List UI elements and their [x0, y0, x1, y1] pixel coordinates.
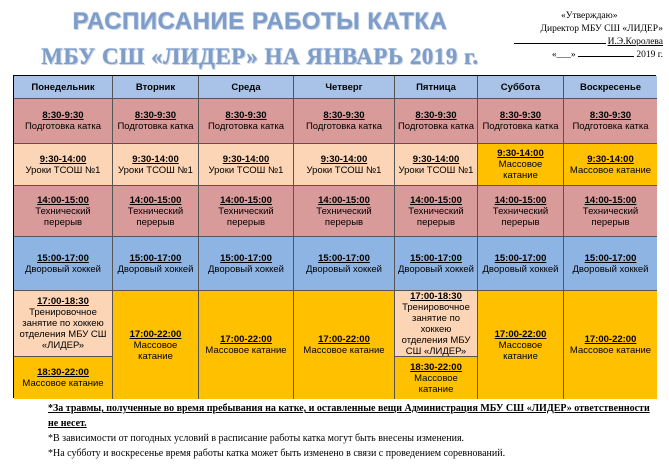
day-header-tuesday: Вторник	[113, 76, 199, 99]
slot-time: 15:00-17:00	[220, 252, 272, 264]
slot-mass-late-monday	[14, 357, 113, 399]
slot-label: Массовое катание	[303, 345, 385, 356]
slot-time: 8:30-9:30	[42, 110, 84, 121]
slot-hockey-saturday	[478, 237, 564, 291]
approval-block	[503, 10, 663, 62]
slot-label: Подготовка катка	[207, 121, 285, 132]
slot-break-wednesday	[199, 186, 294, 237]
slot-prep-wednesday	[199, 99, 294, 144]
slot-label: Технический перерыв	[218, 205, 274, 228]
slot-label: Уроки ТСОШ №1	[208, 164, 284, 176]
approval-position: Директор МБУ СШ «ЛИДЕР»	[540, 24, 663, 34]
slot-prep-saturday	[478, 99, 564, 144]
slot-time: 14:00-15:00	[220, 194, 272, 206]
slot-time: 9:30-14:00	[132, 153, 179, 165]
slot-label: Массовое катание	[205, 345, 287, 356]
slot-time: 17:00-18:30	[37, 296, 89, 307]
slot-label: Подготовка катка	[572, 121, 649, 132]
slot-time: 9:30-14:00	[39, 153, 87, 165]
slot-school-monday	[14, 144, 113, 186]
slot-time: 8:30-9:30	[225, 110, 267, 121]
slot-break-sunday	[564, 186, 657, 237]
slot-break-tuesday	[113, 186, 199, 237]
approval-date	[503, 49, 663, 62]
day-header-thursday: Четверг	[294, 76, 395, 99]
slot-time: 14:00-15:00	[129, 194, 182, 206]
slot-label: Дворовый хоккей	[398, 263, 474, 275]
slot-prep-thursday	[294, 99, 395, 144]
slot-time: 17:00-22:00	[494, 328, 547, 340]
day-header-saturday: Суббота	[478, 76, 564, 99]
slot-hockey-thursday	[294, 237, 395, 291]
approval-date-prefix: «___»	[551, 50, 576, 60]
slot-mass-morning-saturday	[478, 144, 564, 186]
slot-label: Дворовый хоккей	[25, 263, 101, 275]
slot-time: 18:30-22:00	[37, 367, 89, 378]
slot-time: 8:30-9:30	[589, 110, 632, 121]
slot-time: 14:00-15:00	[584, 194, 637, 206]
slot-time: 15:00-17:00	[129, 252, 182, 264]
approval-signature	[503, 36, 663, 49]
slot-school-tuesday	[113, 144, 199, 186]
slot-label: Тренировочное занятие по хоккею отделения МБУ СШ «ЛИДЕР»	[19, 307, 107, 351]
notes-block	[48, 401, 663, 461]
slot-break-friday	[395, 186, 478, 237]
slot-label: Технический перерыв	[35, 205, 91, 228]
slot-label: Подготовка катка	[24, 121, 102, 132]
slot-time: 8:30-9:30	[134, 110, 177, 121]
slot-label: Подготовка катка	[117, 121, 194, 132]
slot-label: Массовое катание	[414, 372, 458, 395]
slot-time: 8:30-9:30	[499, 110, 542, 121]
slot-time: 9:30-14:00	[497, 148, 544, 159]
slot-training-friday	[395, 291, 478, 357]
page-title-line2: МБУ СШ «ЛИДЕР» НА ЯНВАРЬ 2019 г.	[41, 44, 479, 69]
schedule-table	[13, 75, 656, 398]
slot-time: 9:30-14:00	[587, 153, 634, 165]
slot-label: Уроки ТСОШ №1	[306, 164, 382, 176]
note-weather: *В зависимости от погодных условий в расписание работы катка могут быть внесены изменения.	[48, 433, 465, 444]
slot-time: 15:00-17:00	[37, 252, 89, 264]
slot-hockey-wednesday	[199, 237, 294, 291]
slot-break-thursday	[294, 186, 395, 237]
slot-time: 17:00-22:00	[318, 334, 370, 345]
note-weekend: *На субботу и воскресенье время работы катка может быть изменено в связи с проведением соревнований.	[48, 448, 506, 459]
slot-mass-evening-saturday	[478, 291, 564, 399]
slot-time: 17:00-22:00	[220, 334, 272, 345]
slot-school-wednesday	[199, 144, 294, 186]
slot-label: Уроки ТСОШ №1	[25, 164, 101, 176]
slot-label: Технический перерыв	[492, 205, 549, 228]
slot-time: 8:30-9:30	[415, 110, 457, 121]
slot-label: Дворовый хоккей	[572, 263, 649, 275]
slot-prep-monday	[14, 99, 113, 144]
slot-time: 17:00-22:00	[129, 328, 182, 340]
approval-name: И.Э.Королева	[607, 37, 663, 47]
slot-time: 15:00-17:00	[318, 252, 370, 264]
slot-label: Массовое катание	[569, 164, 652, 176]
slot-hockey-monday	[14, 237, 113, 291]
slot-hockey-friday	[395, 237, 478, 291]
slot-mass-evening-tuesday	[113, 291, 199, 399]
slot-label: Технический перерыв	[408, 205, 464, 228]
slot-label: Технический перерыв	[316, 205, 372, 228]
slot-label: Дворовый хоккей	[208, 263, 284, 275]
slot-label: Массовое катание	[569, 345, 652, 356]
slot-school-thursday	[294, 144, 395, 186]
day-header-friday: Пятница	[395, 76, 478, 99]
slot-time: 14:00-15:00	[494, 194, 547, 206]
approval-year: 2019 г.	[636, 50, 663, 60]
note-liability: *За травмы, полученные во время пребывания на катке, и оставленные вещи Администрация МБУ СШ «ЛИДЕР» ответственности не несет.	[48, 403, 650, 429]
slot-label: Массовое катание	[498, 159, 543, 181]
page-title-line1: РАСПИСАНИЕ РАБОТЫ КАТКА	[72, 8, 448, 35]
slot-label: Уроки ТСОШ №1	[398, 164, 474, 176]
slot-time: 8:30-9:30	[323, 110, 365, 121]
day-header-monday: Понедельник	[14, 76, 113, 99]
slot-mass-morning-sunday	[564, 144, 657, 186]
slot-time: 17:00-22:00	[584, 334, 637, 345]
approval-heading: «Утверждаю»	[561, 11, 618, 21]
slot-prep-tuesday	[113, 99, 199, 144]
slot-label: Подготовка катка	[305, 121, 383, 132]
slot-time: 15:00-17:00	[494, 252, 547, 264]
slot-label: Тренировочное занятие по хоккею отделения МБУ СШ «ЛИДЕР»	[401, 301, 471, 357]
slot-time: 9:30-14:00	[412, 153, 460, 165]
slot-mass-evening-sunday	[564, 291, 657, 399]
slot-time: 15:00-17:00	[584, 252, 637, 264]
slot-time: 14:00-15:00	[318, 194, 370, 206]
slot-label: Технический перерыв	[127, 205, 184, 228]
slot-time: 9:30-14:00	[222, 153, 270, 165]
slot-mass-evening-thursday	[294, 291, 395, 399]
slot-time: 17:00-18:30	[410, 291, 462, 302]
slot-prep-sunday	[564, 99, 657, 144]
slot-label: Подготовка катка	[397, 121, 475, 132]
slot-hockey-sunday	[564, 237, 657, 291]
slot-label: Массовое катание	[22, 378, 104, 389]
slot-label: Массовое катание	[498, 339, 543, 362]
slot-break-monday	[14, 186, 113, 237]
slot-mass-evening-wednesday	[199, 291, 294, 399]
day-header-wednesday: Среда	[199, 76, 294, 99]
slot-label: Технический перерыв	[582, 205, 639, 228]
slot-label: Дворовый хоккей	[482, 263, 559, 275]
slot-school-friday	[395, 144, 478, 186]
slot-label: Уроки ТСОШ №1	[118, 164, 193, 176]
slot-hockey-tuesday	[113, 237, 199, 291]
slot-label: Подготовка катка	[482, 121, 559, 132]
slot-time: 15:00-17:00	[410, 252, 462, 264]
slot-mass-late-friday	[395, 357, 478, 399]
slot-break-saturday	[478, 186, 564, 237]
slot-time: 9:30-14:00	[320, 153, 368, 165]
slot-label: Дворовый хоккей	[306, 263, 382, 275]
slot-time: 14:00-15:00	[410, 194, 462, 206]
slot-label: Массовое катание	[133, 339, 178, 362]
slot-training-monday	[14, 291, 113, 357]
day-header-sunday: Воскресенье	[564, 76, 657, 99]
slot-time: 14:00-15:00	[37, 194, 89, 206]
slot-prep-friday	[395, 99, 478, 144]
slot-time: 18:30-22:00	[410, 361, 462, 373]
slot-label: Дворовый хоккей	[117, 263, 194, 275]
